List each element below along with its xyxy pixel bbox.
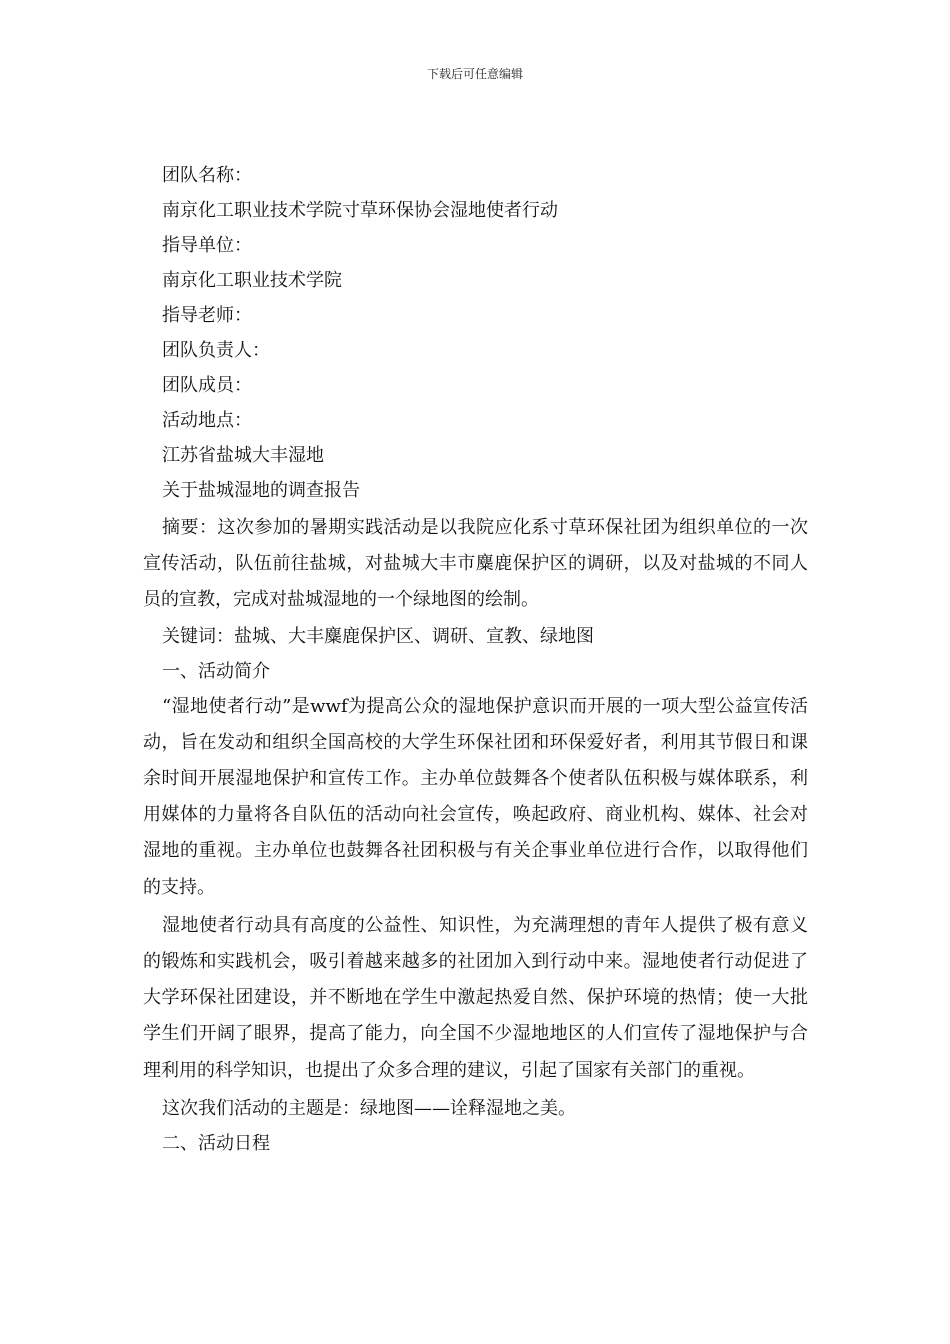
team-name: 南京化工职业技术学院寸草环保协会湿地使者行动	[162, 200, 558, 221]
team-name-label: 团队名称：	[162, 165, 252, 186]
section2-heading: 二、活动日程	[162, 1132, 270, 1154]
members-label: 团队成员：	[162, 375, 252, 396]
section1-paragraph-2: 湿地使者行动具有高度的公益性、知识性，为充满理想的青年人提供了极有意义的锻炼和实践机会，吸引着越来越多的社团加入到行动中来。湿地使者行动促进了大学环保社团建设，并不断地在学生中激起热爱自然、保护环境的热情；使一大批学生们开阔了眼界，提高了能力，向全国不少湿地地区的人们宣传了湿地保护与合理利用的科学知识，也提出了众多合理的建议，引起了国家有关部门的重视。	[143, 914, 808, 1081]
section1-paragraph-1: “湿地使者行动”是wwf为提高公众的湿地保护意识而开展的一项大型公益宣传活动，旨在发动和组织全国高校的大学生环保社团和环保爱好者，利用其节假日和课余时间开展湿地保护和宣传工作。主办单位鼓舞各个使者队伍积极与媒体联系，利用媒体的力量将各自队伍的活动向社会宣传，唤起政府、商业机构、媒体、社会对湿地的重视。主办单位也鼓舞各社团积极与有关企事业单位进行合作，以取得他们的支持。	[143, 695, 808, 898]
abstract-paragraph: 摘要：这次参加的暑期实践活动是以我院应化系寸草环保社团为组织单位的一次宣传活动，队伍前往盐城，对盐城大丰市麋鹿保护区的调研，以及对盐城的不同人员的宣教，完成对盐城湿地的一个绿地图的绘制。	[143, 517, 808, 611]
document-body	[143, 158, 808, 1161]
leader-label: 团队负责人：	[162, 340, 270, 361]
section1-heading: 一、活动简介	[162, 660, 270, 682]
page-header-note: 下载后可任意编辑	[426, 67, 523, 81]
location: 江苏省盐城大丰湿地	[162, 445, 324, 466]
keywords-line: 关键词：盐城、大丰麋鹿保护区、调研、宣教、绿地图	[162, 625, 594, 647]
location-label: 活动地点：	[162, 410, 252, 431]
guide-unit-label: 指导单位：	[162, 235, 252, 256]
advisor-label: 指导老师：	[162, 305, 252, 326]
report-title: 关于盐城湿地的调查报告	[162, 480, 360, 501]
theme-line: 这次我们活动的主题是：绿地图——诠释湿地之美。	[162, 1097, 576, 1119]
guide-unit: 南京化工职业技术学院	[162, 270, 342, 291]
